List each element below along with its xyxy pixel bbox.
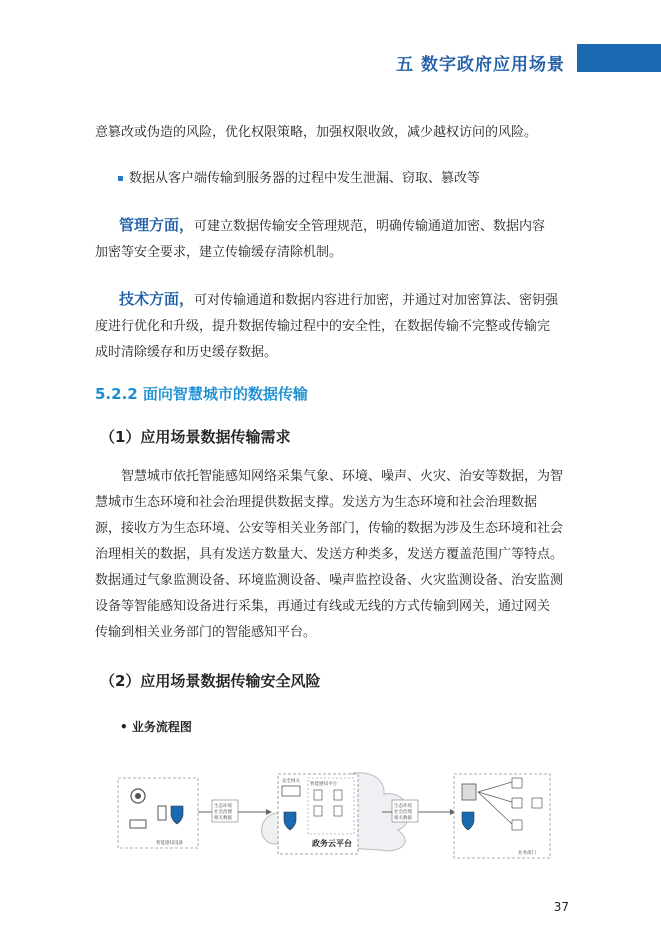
technology-line-3: 成时清除缓存和历史缓存数据。 xyxy=(95,345,278,360)
svg-text:相关数据: 相关数据 xyxy=(214,816,232,821)
router-icon xyxy=(130,820,146,828)
technology-paragraph xyxy=(95,286,575,366)
sensor-group-label: 智能感知设备 xyxy=(156,841,183,846)
technology-lead: 技术方面， xyxy=(119,290,195,308)
sub1-line: 数据通过气象监测设备、环境监测设备、噪声监控设备、火灾监测设备、治安监测 xyxy=(95,573,564,588)
management-line-1: 可建立数据传输安全管理规范，明确传输通道加密、数据内容 xyxy=(194,219,546,234)
bullet-text: 数据从客户端传输到服务器的过程中发生泄漏、窃取、篡改等 xyxy=(129,171,481,186)
section-heading: 5.2.2 面向智慧城市的数据传输 xyxy=(95,385,308,403)
sub1-line: 慧城市生态环境和社会治理提供数据支撑。发送方为生态环境和社会治理数据 xyxy=(95,495,538,510)
svg-text:相关数据: 相关数据 xyxy=(394,816,412,821)
computer-icon xyxy=(512,820,522,830)
svg-text:生态环境: 生态环境 xyxy=(214,804,232,809)
chapter-header-bar xyxy=(577,44,661,72)
paragraph: 意篡改或伪造的风险，优化权限策略，加强权限收敛，减少越权访问的风险。 xyxy=(95,125,538,140)
svg-text:社会治理: 社会治理 xyxy=(214,810,232,815)
server-icon xyxy=(334,806,342,816)
server-icon xyxy=(314,806,322,816)
management-line-2: 加密等安全要求，建立传输缓存清除机制。 xyxy=(95,245,343,260)
chapter-header-title: 五 数字政府应用场景 xyxy=(396,55,565,75)
gateway-label: 安全网关 xyxy=(282,779,300,784)
management-paragraph xyxy=(95,212,575,266)
sub1-paragraph xyxy=(95,464,575,646)
svg-text:社会治理: 社会治理 xyxy=(394,810,412,815)
bullet-marker xyxy=(118,176,123,181)
svg-text:生态环境: 生态环境 xyxy=(394,804,412,809)
technology-line-1: 可对传输通道和数据内容进行加密，并通过对加密算法、密钥强 xyxy=(194,293,559,308)
subsection-heading-1: （1）应用场景数据传输需求 xyxy=(100,428,291,446)
bullet-item xyxy=(118,166,598,192)
sub1-line: 传输到相关业务部门的智能感知平台。 xyxy=(95,625,317,640)
sub1-line: 治理相关的数据，具有发送方数量大、发送方种类多，发送方覆盖范围广等特点。 xyxy=(95,547,564,562)
platform-label: 智能感知平台 xyxy=(310,782,337,787)
flow-diagram-title: • 业务流程图 xyxy=(120,720,192,734)
device-icon xyxy=(158,806,166,820)
subsection-heading-2: （2）应用场景数据传输安全风险 xyxy=(100,672,321,690)
business-flow-diagram xyxy=(116,754,556,866)
management-lead: 管理方面， xyxy=(119,216,195,234)
server-icon xyxy=(334,790,342,800)
gateway-icon xyxy=(282,786,300,796)
department-label: 业务部门 xyxy=(518,851,536,856)
computer-icon xyxy=(512,798,522,808)
sub1-line: 源，接收方为生态环境、公安等相关业务部门，传输的数据为涉及生态环境和社会 xyxy=(95,521,564,536)
server-icon xyxy=(314,790,322,800)
computer-icon xyxy=(532,798,542,808)
technology-line-2: 度进行优化和升级，提升数据传输过程中的安全性，在数据传输不完整或传输完 xyxy=(95,319,551,334)
sub1-line: 设备等智能感知设备进行采集，再通过有线或无线的方式传输到网关，通过网关 xyxy=(95,599,551,614)
cloud-platform-label: 政务云平台 xyxy=(312,839,352,848)
firewall-icon xyxy=(462,784,476,800)
sub1-line: 智慧城市依托智能感知网络采集气象、环境、噪声、火灾、治安等数据，为智 xyxy=(121,469,564,484)
computer-icon xyxy=(512,778,522,788)
page-number: 37 xyxy=(553,900,569,914)
